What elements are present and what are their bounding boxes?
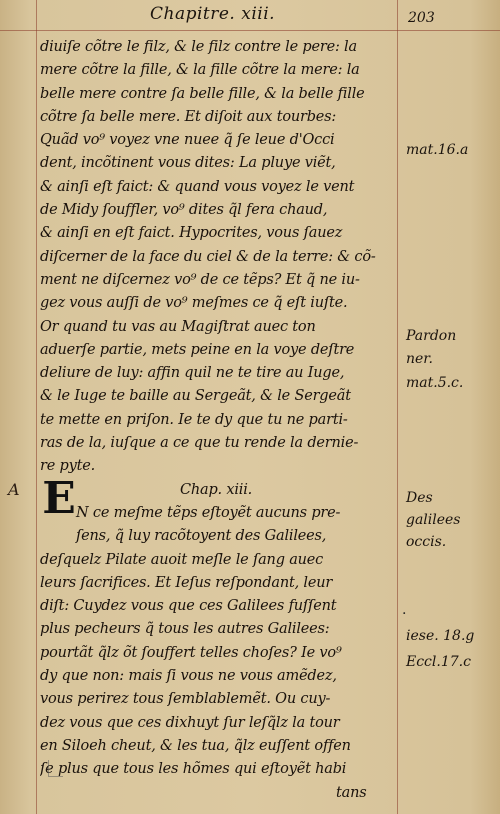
text-line: leurs ſacrifices. Et Ieſus reſpondant, leur <box>40 574 333 591</box>
text-line: dy que non: mais ſi vous ne vous amẽdez, <box>40 668 337 685</box>
text-line: diuiſe cõtre le filz, & le filz contre le pere: la <box>40 39 357 55</box>
text-line: deſquelz Pilate auoit meſle le ſang auec <box>40 551 324 568</box>
text-line: & ainſi eſt faict: & quand vous voyez le vent <box>40 178 355 195</box>
margin-note-mat5: mat.5.c. <box>406 375 464 391</box>
text-line: N ce meſme tẽps eſtoyẽt aucuns pre- <box>76 504 341 521</box>
text-line: en Siloeh cheut, & les tua, q̃lz euſſent offen <box>40 737 351 754</box>
text-line: deliure de luy: affin quil ne te tire au Iuge, <box>40 365 345 382</box>
text-line: re pyte. <box>40 458 96 475</box>
margin-note-eccl: Eccl.17.c <box>406 654 471 670</box>
right-margin-rule <box>397 0 398 814</box>
text-line: gez vous auſſi de vo⁹ meſmes ce q̃ eſt iuſte. <box>40 295 348 312</box>
text-line: dent, incõtinent vous dites: La pluye viẽt, <box>40 155 336 172</box>
text-line: diſcerner de la face du ciel & de la terre: & cõ- <box>40 248 376 265</box>
margin-note-pardon: Pardon <box>406 328 457 344</box>
running-title: Chapitre. xiii. <box>150 4 276 24</box>
text-line: Or quand tu vas au Magiſtrat auec ton <box>40 318 316 335</box>
text-line: ras de la, iuſque a ce que tu rende la dernie- <box>40 435 359 452</box>
margin-dot: . <box>402 602 407 618</box>
text-line: & le Iuge te baille au Sergeãt, & le Sergeãt <box>40 388 351 405</box>
text-line: ſens, q̃ luy racõtoyent des Galilees, <box>76 528 327 545</box>
catchword: tans <box>336 784 367 801</box>
text-line: diſt: Cuydez vous que ces Galilees fuſſent <box>40 598 337 615</box>
margin-note-pardon-cont: ner. <box>406 351 433 367</box>
text-line: cõtre ſa belle mere. Et diſoit aux tourbes: <box>40 108 337 125</box>
bottom-bracket-mark <box>48 760 63 777</box>
text-line: aduerſe partie, mets peine en la voye deſtre <box>40 341 355 358</box>
text-line: pourtãt q̃lz õt ſouffert telles choſes? Ie vo⁹ <box>40 644 342 661</box>
text-line: belle mere contre ſa belle fille, & la belle fille <box>40 85 365 102</box>
text-line: vous perirez tous ſemblablemẽt. Ou cuy- <box>40 691 331 708</box>
margin-note-mat16: mat.16.a <box>406 142 469 158</box>
margin-note-des: Des <box>406 490 433 506</box>
margin-note-iese: iese. 18.g <box>406 628 475 644</box>
text-line: Quãd vo⁹ voyez vne nuee q̃ ſe leue d'Occi <box>40 132 335 149</box>
text-line: de Midy ſouffler, vo⁹ dites q̃l fera chaud, <box>40 202 328 219</box>
text-line: te mette en priſon. Ie te dy que tu ne parti- <box>40 411 348 428</box>
text-line: plus pecheurs q̃ tous les autres Galilees: <box>40 621 330 638</box>
text-line: dez vous que ces dixhuyt ſur leſq̃lz la tour <box>40 714 340 731</box>
section-letter-marker: A <box>8 480 20 499</box>
text-line: ſe plus que tous les hõmes qui eſtoyẽt habi <box>40 761 347 778</box>
margin-note-occis: occis. <box>406 534 447 550</box>
page-number: 203 <box>408 10 435 26</box>
main-text-column <box>40 36 395 805</box>
text-line: mere cõtre la fille, & la fille cõtre la mere: la <box>40 62 360 79</box>
header-rule <box>0 30 500 31</box>
chapter-heading: Chap. xiii. <box>180 481 253 498</box>
drop-cap-letter: E <box>42 473 76 524</box>
left-margin-rule <box>36 0 37 814</box>
text-line: ment ne diſcernez vo⁹ de ce tẽps? Et q̃ ne iu- <box>40 271 360 288</box>
text-line: & ainſi en eſt faict. Hypocrites, vous ſauez <box>40 225 343 242</box>
margin-note-galilees: galilees <box>406 512 461 528</box>
